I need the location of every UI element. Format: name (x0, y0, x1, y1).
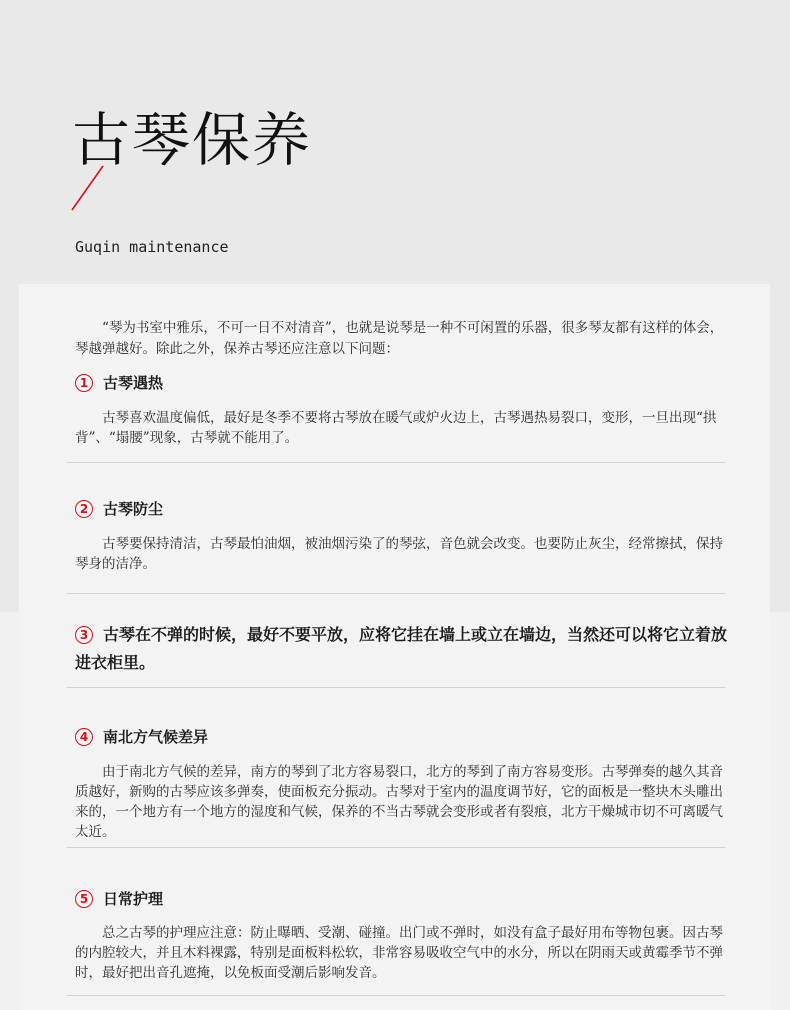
section-4-body: 由于南北方气候的差异，南方的琴到了北方容易裂口，北方的琴到了南方容易变形。古琴弹奏的越久其音质越好，新购的古琴应该多弹奏，使面板充分振动。古琴对于室内的温度调节好，它的面板是一整块木头雕出来的，一个地方有一个地方的湿度和气候，保养的不当古琴就会变形或者有裂痕，北方干燥城市切不可离暖气太近。 (75, 764, 723, 840)
divider (67, 847, 725, 848)
section-2-title: 古琴防尘 (103, 500, 164, 518)
section-2-heading (75, 496, 735, 522)
divider (67, 462, 725, 463)
section-3-title: 古琴在不弹的时候，最好不要平放，应将它挂在墙上或立在墙边，当然还可以将它立着放进衣柜里。 (75, 625, 728, 672)
number-circle-icon: 1 (75, 374, 93, 392)
divider (67, 995, 725, 996)
page-title: 古琴保养 (72, 105, 313, 174)
section-1-title: 古琴遇热 (103, 374, 164, 392)
section-5-title: 日常护理 (103, 890, 164, 908)
divider (67, 593, 725, 594)
section-5-body: 总之古琴的护理应注意：防止曝晒、受潮、碰撞。出门或不弹时，如没有盒子最好用布等物包裹。因古琴的内腔较大，并且木料裸露，特别是面板料松软，非常容易吸收空气中的水分，所以在阴雨天或黄霉季节不弹时，最好把出音孔遮掩，以免板面受潮后影响发音。 (75, 925, 723, 981)
section-3-heading (75, 621, 735, 677)
section-4-title: 南北方气候差异 (103, 728, 209, 746)
number-circle-icon: 2 (75, 500, 93, 518)
divider (67, 687, 725, 688)
red-slash-decoration (70, 165, 106, 211)
number-circle-icon: 5 (75, 890, 93, 908)
section-5-heading (75, 886, 735, 912)
number-circle-icon: 4 (75, 728, 93, 746)
section-1-heading (75, 370, 735, 396)
section-1-body: 古琴喜欢温度偏低，最好是冬季不要将古琴放在暖气或炉火边上，古琴遇热易裂口，变形，一旦出现“拱背”、“塌腰”现象，古琴就不能用了。 (75, 410, 717, 446)
section-2-body: 古琴要保持清洁，古琴最怕油烟，被油烟污染了的琴弦，音色就会改变。也要防止灰尘，经常擦拭，保持琴身的洁净。 (75, 536, 723, 572)
intro-paragraph: “琴为书室中雅乐，不可一日不对清音”，也就是说琴是一种不可闲置的乐器，很多琴友都有这样的体会，琴越弹越好。除此之外，保养古琴还应注意以下问题： (75, 320, 724, 357)
page-subtitle: Guqin maintenance (75, 238, 229, 256)
section-4-heading (75, 724, 735, 750)
number-circle-icon: 3 (75, 626, 93, 644)
